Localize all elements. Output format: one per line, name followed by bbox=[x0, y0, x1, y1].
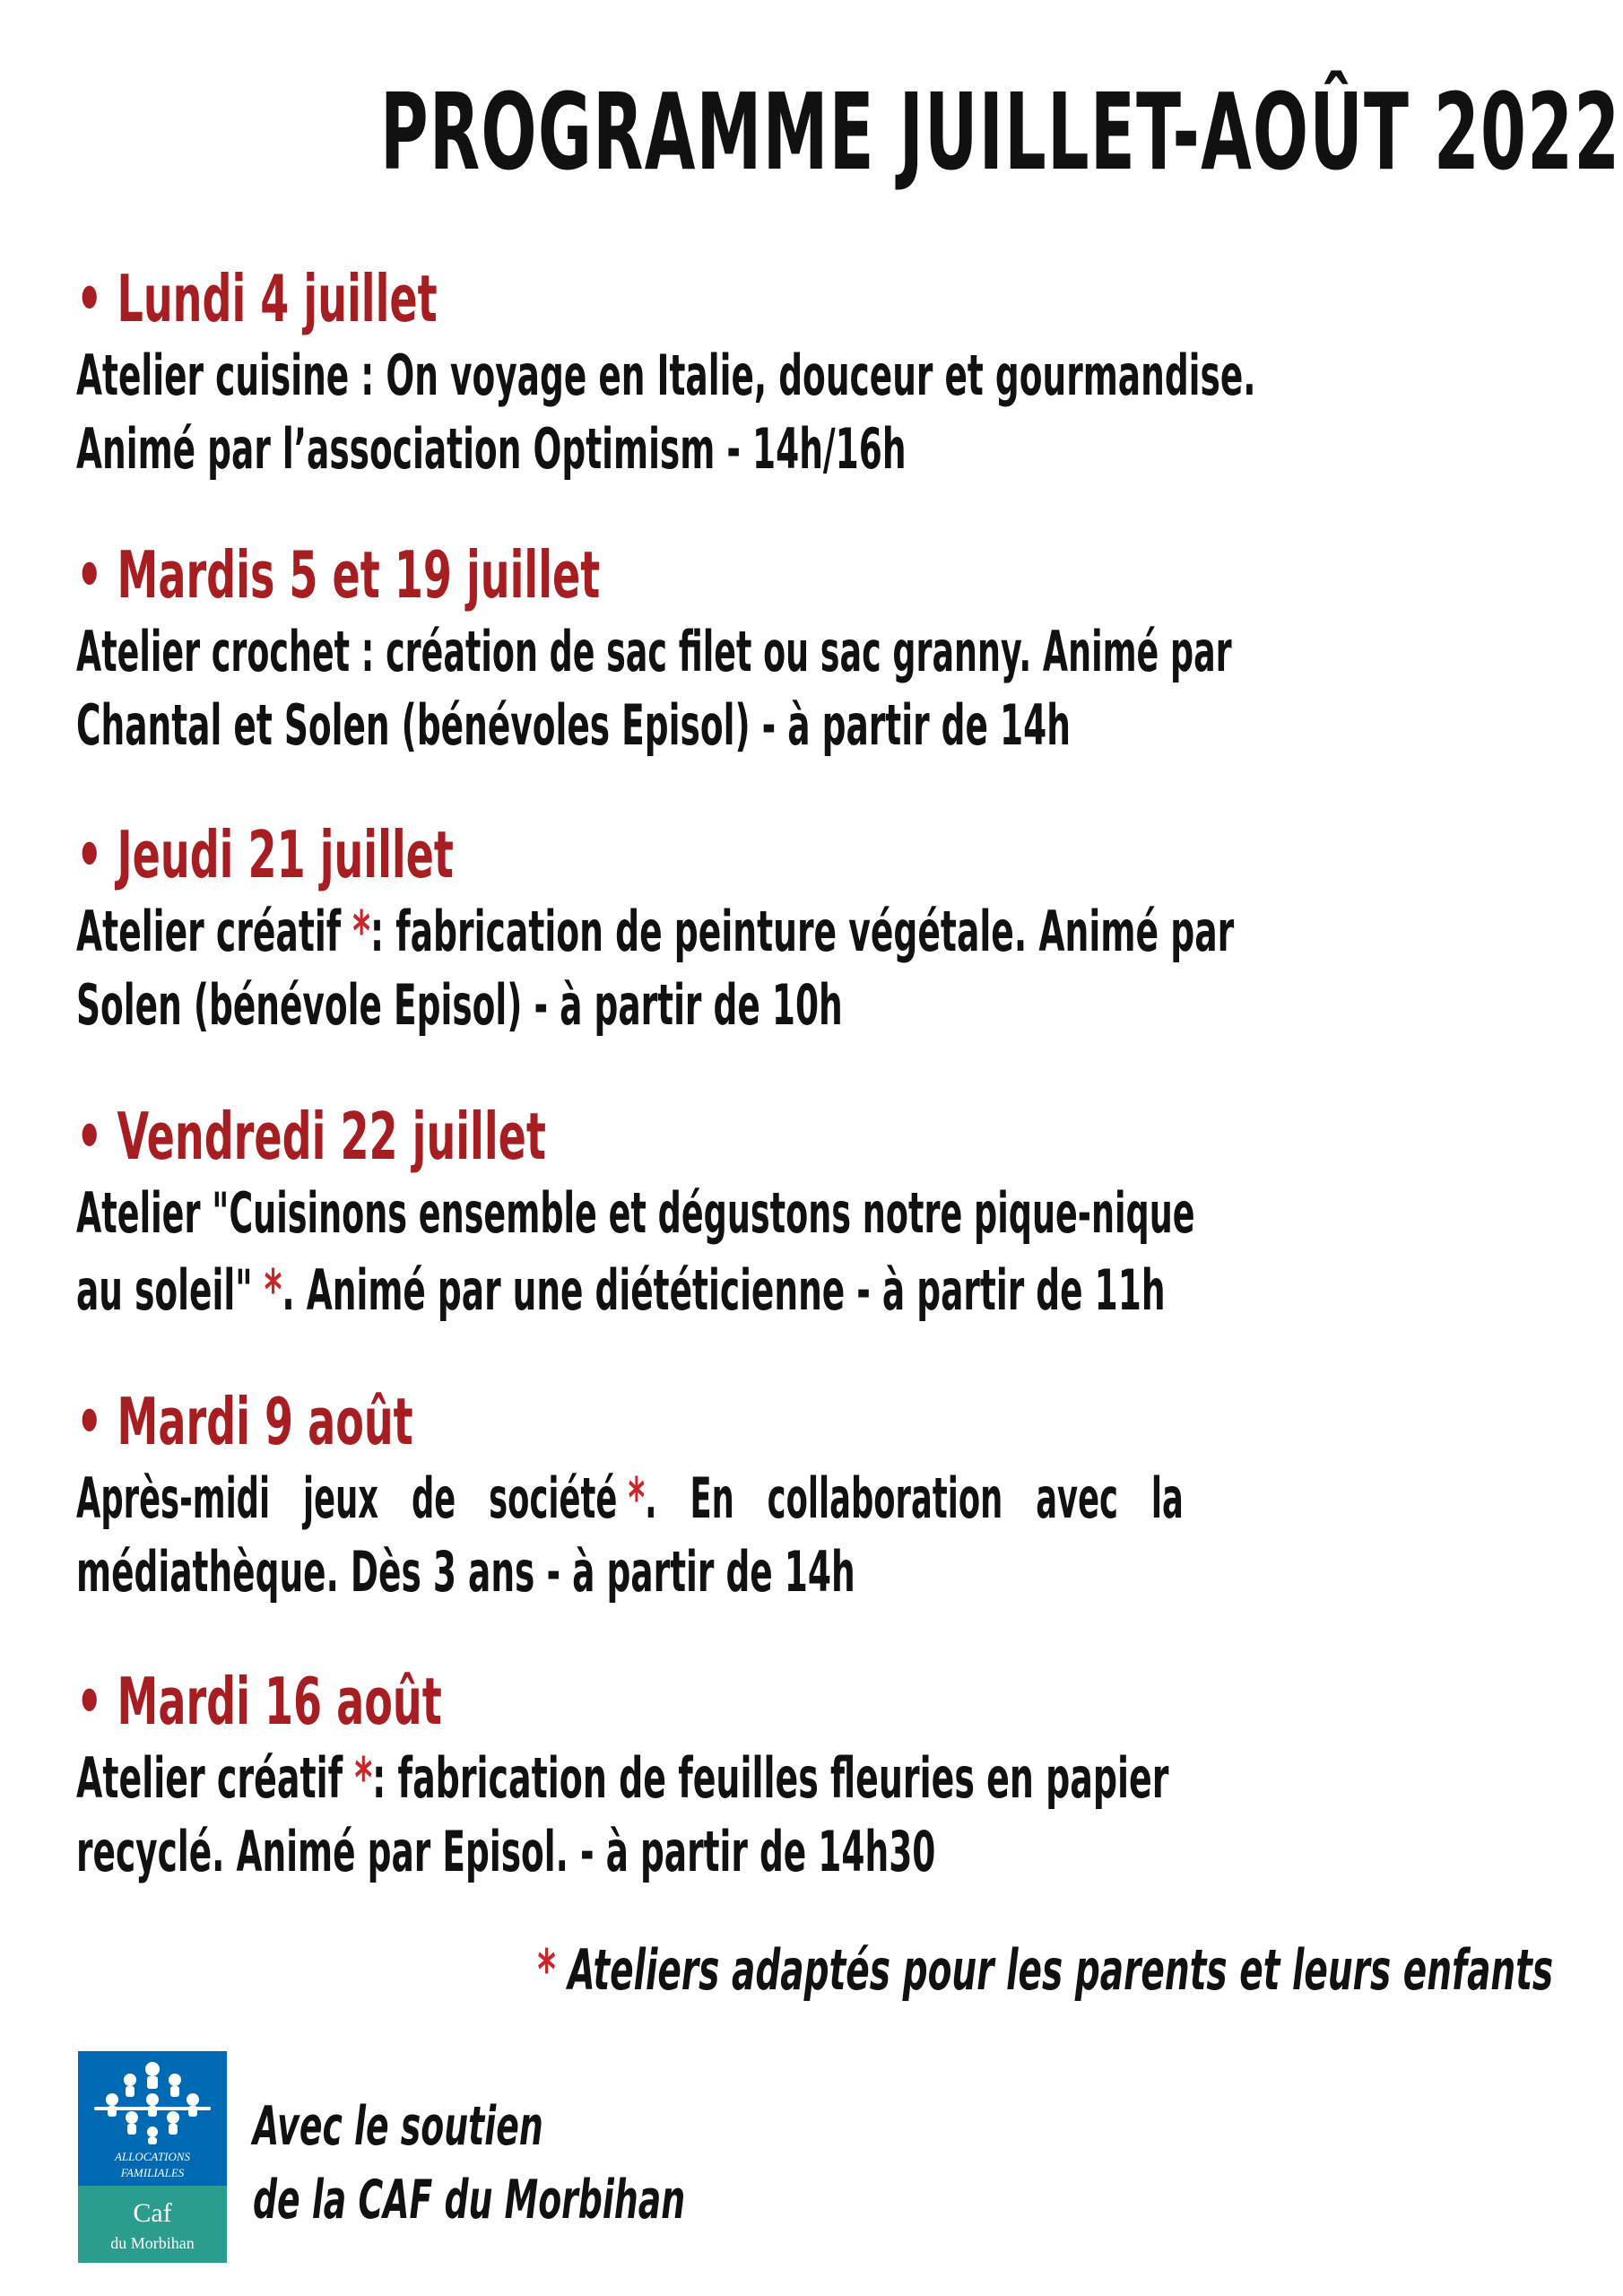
footnote: * Ateliers adaptés pour les parents et leurs enfants bbox=[537, 1937, 1553, 2003]
asterisk-marker: * bbox=[264, 1257, 282, 1323]
event-date: • Lundi 4 juillet bbox=[76, 261, 438, 336]
event-description-line: Atelier crochet : création de sac filet ou sac granny. Animé par bbox=[76, 619, 1232, 684]
event-date: • Mardis 5 et 19 juillet bbox=[76, 537, 601, 613]
event-description-line: Atelier cuisine : On voyage en Italie, douceur et gourmandise. bbox=[76, 343, 1256, 408]
support-line: Avec le soutien bbox=[253, 2095, 543, 2158]
event-vendredi-22-juillet bbox=[76, 1096, 1551, 1331]
caf-logo bbox=[76, 2049, 229, 2265]
event-mardis-5-19-juillet bbox=[76, 535, 1551, 762]
event-description-line: médiathèque. Dès 3 ans - à partir de 14h bbox=[76, 1539, 855, 1605]
logo-text-line2: FAMILIALES bbox=[120, 2166, 185, 2179]
logo-text-line1: ALLOCATIONS bbox=[114, 2150, 191, 2163]
event-mardi-16-aout bbox=[76, 1661, 1551, 1889]
logo-caf-text: Caf bbox=[133, 2198, 172, 2228]
page-title: PROGRAMME JUILLET-AOÛT 2022 bbox=[379, 70, 1621, 194]
event-description-line: Atelier créatif *: fabrication de peinture végétale. Animé par bbox=[76, 899, 1235, 964]
event-description-line: Après-midi jeux de société *. En collaboration avec la bbox=[76, 1465, 1184, 1531]
event-jeudi-21-juillet bbox=[76, 814, 1551, 1042]
event-mardi-9-aout bbox=[76, 1381, 1551, 1609]
event-description-line: Animé par l’association Optimism - 14h/16h bbox=[76, 416, 907, 482]
support-line: de la CAF du Morbihan bbox=[253, 2169, 686, 2231]
asterisk-marker: * bbox=[628, 1465, 646, 1531]
event-date: • Mardi 9 août bbox=[76, 1384, 413, 1459]
support-text bbox=[253, 2090, 939, 2237]
event-description-line: Solen (bénévole Episol) - à partir de 10h bbox=[76, 972, 843, 1038]
event-description-line: Atelier "Cuisinons ensemble et dégustons notre pique-nique bbox=[76, 1180, 1195, 1246]
asterisk-marker: * bbox=[354, 1745, 373, 1811]
event-date: • Vendredi 22 juillet bbox=[76, 1099, 546, 1174]
logo-morbihan-text: du Morbihan bbox=[110, 2234, 195, 2252]
event-date: • Mardi 16 août bbox=[76, 1664, 442, 1739]
event-description-line: Chantal et Solen (bénévoles Episol) - à partir de 14h bbox=[76, 692, 1071, 758]
event-description-line: au soleil" *. Animé par une diététicienne - à partir de 11h bbox=[76, 1257, 1166, 1323]
event-lundi-4-juillet bbox=[76, 258, 1551, 486]
asterisk-marker: * bbox=[537, 1937, 568, 2003]
asterisk-marker: * bbox=[352, 899, 371, 964]
event-description-line: recyclé. Animé par Episol. - à partir de 14h30 bbox=[76, 1819, 936, 1884]
event-date: • Jeudi 21 juillet bbox=[76, 817, 454, 892]
event-description-line: Atelier créatif *: fabrication de feuilles fleuries en papier bbox=[76, 1745, 1169, 1811]
